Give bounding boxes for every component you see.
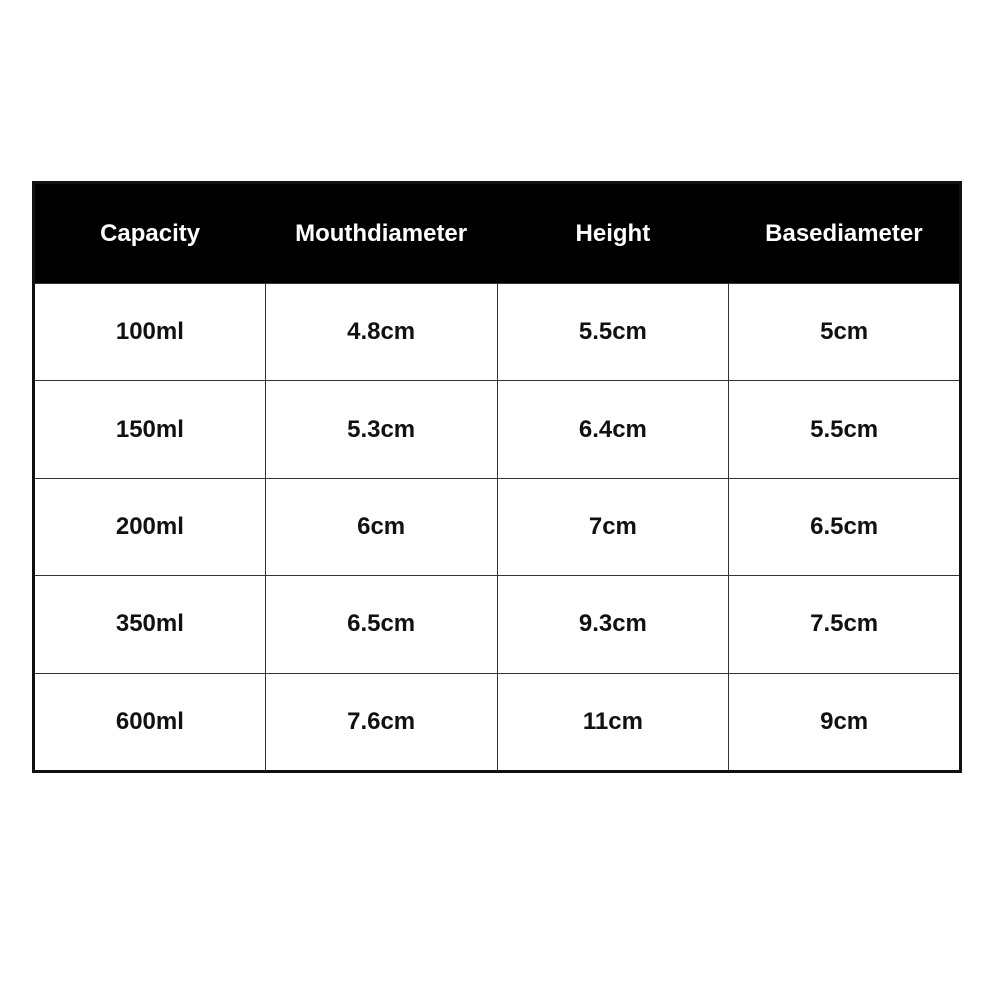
cell-capacity: 600ml bbox=[34, 673, 266, 771]
cell-base-diameter: 6.5cm bbox=[729, 478, 961, 575]
cell-height: 7cm bbox=[497, 478, 729, 575]
cell-capacity: 350ml bbox=[34, 576, 266, 673]
cell-height: 5.5cm bbox=[497, 284, 729, 381]
table-row bbox=[34, 576, 961, 673]
cell-base-diameter: 7.5cm bbox=[729, 576, 961, 673]
table-header bbox=[34, 183, 961, 284]
cell-capacity: 150ml bbox=[34, 381, 266, 478]
size-table bbox=[32, 181, 962, 773]
cell-mouth-diameter: 6.5cm bbox=[265, 576, 497, 673]
table-body bbox=[34, 284, 961, 772]
header-row bbox=[34, 183, 961, 284]
header-height: Height bbox=[497, 183, 729, 284]
cell-capacity: 200ml bbox=[34, 478, 266, 575]
cell-mouth-diameter: 5.3cm bbox=[265, 381, 497, 478]
header-base-diameter: Basediameter bbox=[729, 183, 961, 284]
cell-height: 9.3cm bbox=[497, 576, 729, 673]
cell-capacity: 100ml bbox=[34, 284, 266, 381]
header-capacity: Capacity bbox=[34, 183, 266, 284]
table-row bbox=[34, 478, 961, 575]
table-row bbox=[34, 673, 961, 771]
cell-height: 6.4cm bbox=[497, 381, 729, 478]
cell-base-diameter: 5.5cm bbox=[729, 381, 961, 478]
cell-base-diameter: 5cm bbox=[729, 284, 961, 381]
cell-base-diameter: 9cm bbox=[729, 673, 961, 771]
cell-mouth-diameter: 7.6cm bbox=[265, 673, 497, 771]
cell-mouth-diameter: 4.8cm bbox=[265, 284, 497, 381]
table-row bbox=[34, 381, 961, 478]
cell-height: 11cm bbox=[497, 673, 729, 771]
header-mouth-diameter: Mouthdiameter bbox=[265, 183, 497, 284]
cell-mouth-diameter: 6cm bbox=[265, 478, 497, 575]
table-row bbox=[34, 284, 961, 381]
